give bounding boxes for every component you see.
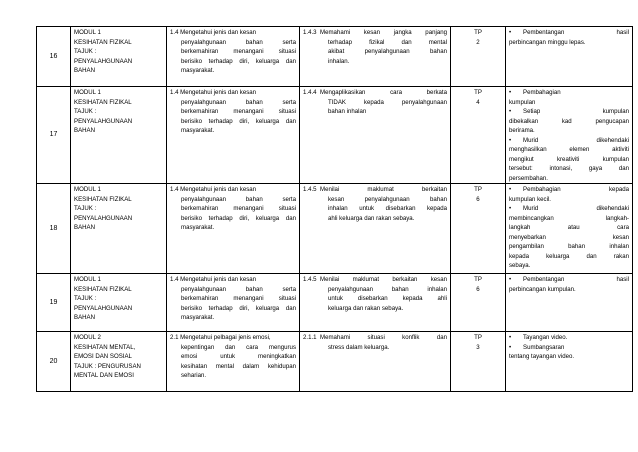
standard-line: kesihatan mental dalam kehidupan — [181, 362, 296, 370]
module-line: TAJUK : — [74, 295, 97, 302]
lesson-plan-table — [36, 26, 633, 392]
activity-line: tentang tayangan video. — [509, 353, 575, 360]
substandard-first-line: Memahami situasi konflik dan — [320, 334, 447, 341]
substandard-line: bahan inhalan — [328, 108, 367, 115]
tp-line: 6 — [476, 195, 480, 203]
substandard-cell — [300, 27, 451, 87]
activity-line: tersebut: intonasi, gaya dan — [509, 165, 629, 172]
substandard-text — [320, 88, 447, 117]
module-line: MODUL 2 — [74, 334, 101, 341]
module-line: TAJUK : — [74, 108, 97, 115]
substandard-line: untuk disebarkan kepada ahli — [328, 295, 447, 302]
substandard-cell — [300, 332, 451, 392]
substandard-text — [320, 333, 447, 352]
standard-line: berkemahiran menangani situasi — [181, 48, 296, 55]
standard-line: masyarakat. — [181, 67, 215, 74]
standard-line: penyalahgunaan bahan serta — [181, 195, 296, 203]
standard-title: 1.4 Mengetahui jenis dan kesan — [170, 186, 257, 193]
tp-cell — [451, 184, 506, 274]
tp-cell — [451, 332, 506, 392]
standard-title: 1.4 Mengetahui jenis dan kesan — [170, 276, 257, 283]
module-line: MODUL 1 — [74, 276, 101, 283]
activity-first-line: Tayangan video. — [523, 334, 568, 341]
module-line: EMOSI DAN SOSIAL — [74, 353, 132, 360]
activity-bullet-item — [509, 275, 629, 285]
substandard-text — [320, 275, 447, 313]
module-cell — [71, 274, 167, 332]
substandard-line: inhalan untuk disebarkan kepada — [328, 205, 447, 212]
activity-cell — [506, 332, 633, 392]
substandard-line: ahli keluarga dan rakan sebaya. — [328, 214, 415, 222]
module-line: BAHAN — [74, 67, 95, 74]
substandard-code: 1.4.4 — [303, 89, 317, 96]
substandard-block — [303, 333, 447, 352]
substandard-block — [303, 28, 447, 66]
activity-first-line: Pembahagian kepada — [523, 186, 629, 193]
substandard-cell — [300, 184, 451, 274]
substandard-code: 2.1.1 — [303, 334, 317, 341]
row-number: 19 — [37, 274, 71, 332]
activity-first-line: Pembentangan hasil — [523, 29, 629, 36]
activity-line: perbincangan minggu lepas. — [509, 38, 586, 46]
module-line: TAJUK : PENGURUSAN — [74, 362, 141, 370]
table-row — [37, 27, 633, 87]
standard-cell — [167, 332, 300, 392]
activity-line: menyebarkan kesan — [509, 233, 629, 241]
activity-line: kepada keluarga dan rakan — [509, 252, 629, 260]
substandard-code: 1.4.3 — [303, 29, 317, 36]
substandard-first-line: Mengaplikasikan cara berkata — [320, 89, 447, 96]
module-line: KESIHATAN FIZIKAL — [74, 195, 132, 203]
standard-line: berkemahiran menangani situasi — [181, 205, 296, 212]
module-line: PENYALAHGUNAAN — [74, 214, 133, 222]
module-line: MODUL 1 — [74, 186, 101, 193]
activity-cell — [506, 184, 633, 274]
standard-title: 1.4 Mengetahui jenis dan kesan — [170, 89, 257, 96]
module-line: TAJUK : — [74, 48, 97, 55]
activity-bullet-item — [509, 204, 629, 214]
activity-bullet-item — [509, 107, 629, 117]
activity-line: kumpulan kecil. — [509, 195, 551, 203]
activity-bullet-item — [509, 333, 629, 343]
tp-line: 2 — [476, 38, 480, 46]
standard-line: berisiko terhadap diri, keluarga dan — [181, 214, 296, 222]
substandard-cell — [300, 87, 451, 184]
tp-cell — [451, 274, 506, 332]
module-cell — [71, 87, 167, 184]
substandard-text — [320, 185, 447, 223]
module-line: KESIHATAN MENTAL, — [74, 343, 136, 351]
bullet-icon: • — [509, 186, 512, 193]
bullet-icon: • — [509, 136, 512, 144]
standard-line: berisiko terhadap diri, keluarga dan — [181, 57, 296, 65]
standard-line: kepentingan dan cara mengurus — [181, 343, 296, 351]
table-row — [37, 332, 633, 392]
table-row — [37, 87, 633, 184]
bullet-icon: • — [509, 343, 512, 351]
activity-line: sebaya. — [509, 262, 531, 269]
substandard-line: penyalahgunaan bahan inhalan — [328, 285, 447, 293]
substandard-block — [303, 275, 447, 313]
tp-cell — [451, 87, 506, 184]
activity-cell — [506, 274, 633, 332]
tp-line: TP — [474, 334, 482, 341]
bullet-icon: • — [509, 334, 512, 341]
substandard-text — [320, 28, 447, 66]
activity-bullet-item — [509, 185, 629, 195]
activity-cell — [506, 27, 633, 87]
module-line: BAHAN — [74, 224, 95, 231]
module-cell — [71, 184, 167, 274]
standard-title: 2.1 Mengetahui pelbagai jenis emosi, — [170, 334, 271, 341]
tp-line: 3 — [476, 343, 480, 351]
substandard-line: akibat penyalahgunaan bahan — [328, 48, 447, 55]
activity-line: menghasilkan elemen aktiviti — [509, 146, 629, 153]
activity-line: kumpulan — [509, 98, 536, 106]
module-line: MODUL 1 — [74, 29, 101, 36]
activity-first-line: Murid dikehendaki — [523, 205, 629, 212]
tp-line: 4 — [476, 98, 480, 106]
activity-bullet-item — [509, 343, 629, 353]
tp-line: TP — [474, 276, 482, 283]
substandard-line: TIDAK kepada penyalahgunaan — [328, 98, 447, 106]
substandard-first-line: Menilai maklumat berkaitan — [320, 186, 447, 193]
module-cell — [71, 332, 167, 392]
module-line: TAJUK : — [74, 205, 97, 212]
substandard-first-line: Menilai maklumat berkaitan kesan — [320, 276, 447, 283]
activity-line: berirama. — [509, 127, 535, 134]
standard-line: masyarakat. — [181, 127, 215, 134]
standard-line: berkemahiran menangani situasi — [181, 108, 296, 115]
tp-line: 6 — [476, 285, 480, 293]
standard-cell — [167, 87, 300, 184]
substandard-block — [303, 185, 447, 223]
substandard-line: keluarga dan rakan sebaya. — [328, 304, 404, 312]
bullet-icon: • — [509, 276, 512, 283]
standard-cell — [167, 184, 300, 274]
activity-line: pengambilan bahan inhalan — [509, 243, 629, 250]
table-row — [37, 184, 633, 274]
substandard-code: 1.4.5 — [303, 276, 317, 283]
bullet-icon: • — [509, 108, 512, 115]
activity-line: membincangkan langkah- — [509, 214, 629, 222]
tp-line: TP — [474, 186, 482, 193]
activity-first-line: Murid dikehendaki — [523, 136, 629, 144]
substandard-line: terhadap fizikal dan mental — [328, 38, 447, 46]
activity-line: langkah atau cara — [509, 224, 629, 231]
standard-line: seharian. — [181, 372, 207, 379]
activity-bullet-item — [509, 88, 629, 98]
row-number: 18 — [37, 184, 71, 274]
substandard-block — [303, 88, 447, 117]
standard-line: berisiko terhadap diri, keluarga dan — [181, 304, 296, 312]
substandard-line: inhalan. — [328, 57, 350, 65]
tp-line: TP — [474, 29, 482, 36]
module-line: KESIHATAN FIZIKAL — [74, 285, 132, 293]
substandard-line: kesan penyalahgunaan bahan — [328, 195, 447, 203]
module-line: KESIHATAN FIZIKAL — [74, 98, 132, 106]
substandard-line: stress dalam keluarga. — [328, 343, 390, 351]
standard-line: berisiko terhadap diri, keluarga dan — [181, 117, 296, 125]
standard-line: masyarakat. — [181, 314, 215, 321]
module-line: MENTAL DAN EMOSI — [74, 372, 134, 379]
substandard-cell — [300, 274, 451, 332]
standard-cell — [167, 274, 300, 332]
module-line: BAHAN — [74, 314, 95, 321]
activity-first-line: Setiap kumpulan — [523, 108, 629, 115]
bullet-icon: • — [509, 89, 512, 96]
row-number: 17 — [37, 87, 71, 184]
row-number: 20 — [37, 332, 71, 392]
module-line: PENYALAHGUNAAN — [74, 304, 133, 312]
substandard-code: 1.4.5 — [303, 186, 317, 193]
substandard-first-line: Memahami kesan jangka panjang — [320, 29, 447, 36]
activity-bullet-item — [509, 136, 629, 146]
module-line: MODUL 1 — [74, 89, 101, 96]
activity-first-line: Pembahagian — [523, 89, 561, 96]
standard-line: emosi untuk meningkatkan — [181, 353, 296, 360]
tp-cell — [451, 27, 506, 87]
module-line: KESIHATAN FIZIKAL — [74, 38, 132, 46]
standard-line: penyalahgunaan bahan serta — [181, 285, 296, 293]
standard-line: berkemahiran menangani situasi — [181, 295, 296, 302]
activity-bullet-item — [509, 28, 629, 38]
activity-first-line: Sumbangsaran — [523, 343, 565, 351]
bullet-icon: • — [509, 205, 512, 212]
activity-cell — [506, 87, 633, 184]
standard-line: penyalahgunaan bahan serta — [181, 38, 296, 46]
module-line: PENYALAHGUNAAN — [74, 57, 133, 65]
standard-cell — [167, 27, 300, 87]
activity-first-line: Pembentangan hasil — [523, 276, 629, 283]
activity-line: perbincangan kumpulan. — [509, 285, 576, 293]
module-line: BAHAN — [74, 127, 95, 134]
standard-line: masyarakat. — [181, 224, 215, 231]
table-row — [37, 274, 633, 332]
activity-line: mengikut kreativiti kumpulan — [509, 155, 629, 163]
standard-title: 1.4 Mengetahui jenis dan kesan — [170, 29, 257, 36]
standard-line: penyalahgunaan bahan serta — [181, 98, 296, 106]
tp-line: TP — [474, 89, 482, 96]
activity-line: persembahan. — [509, 174, 548, 182]
bullet-icon: • — [509, 29, 512, 36]
module-cell — [71, 27, 167, 87]
activity-line: dibekalkan kad pengucapan — [509, 117, 629, 125]
module-line: PENYALAHGUNAAN — [74, 117, 133, 125]
row-number: 16 — [37, 27, 71, 87]
